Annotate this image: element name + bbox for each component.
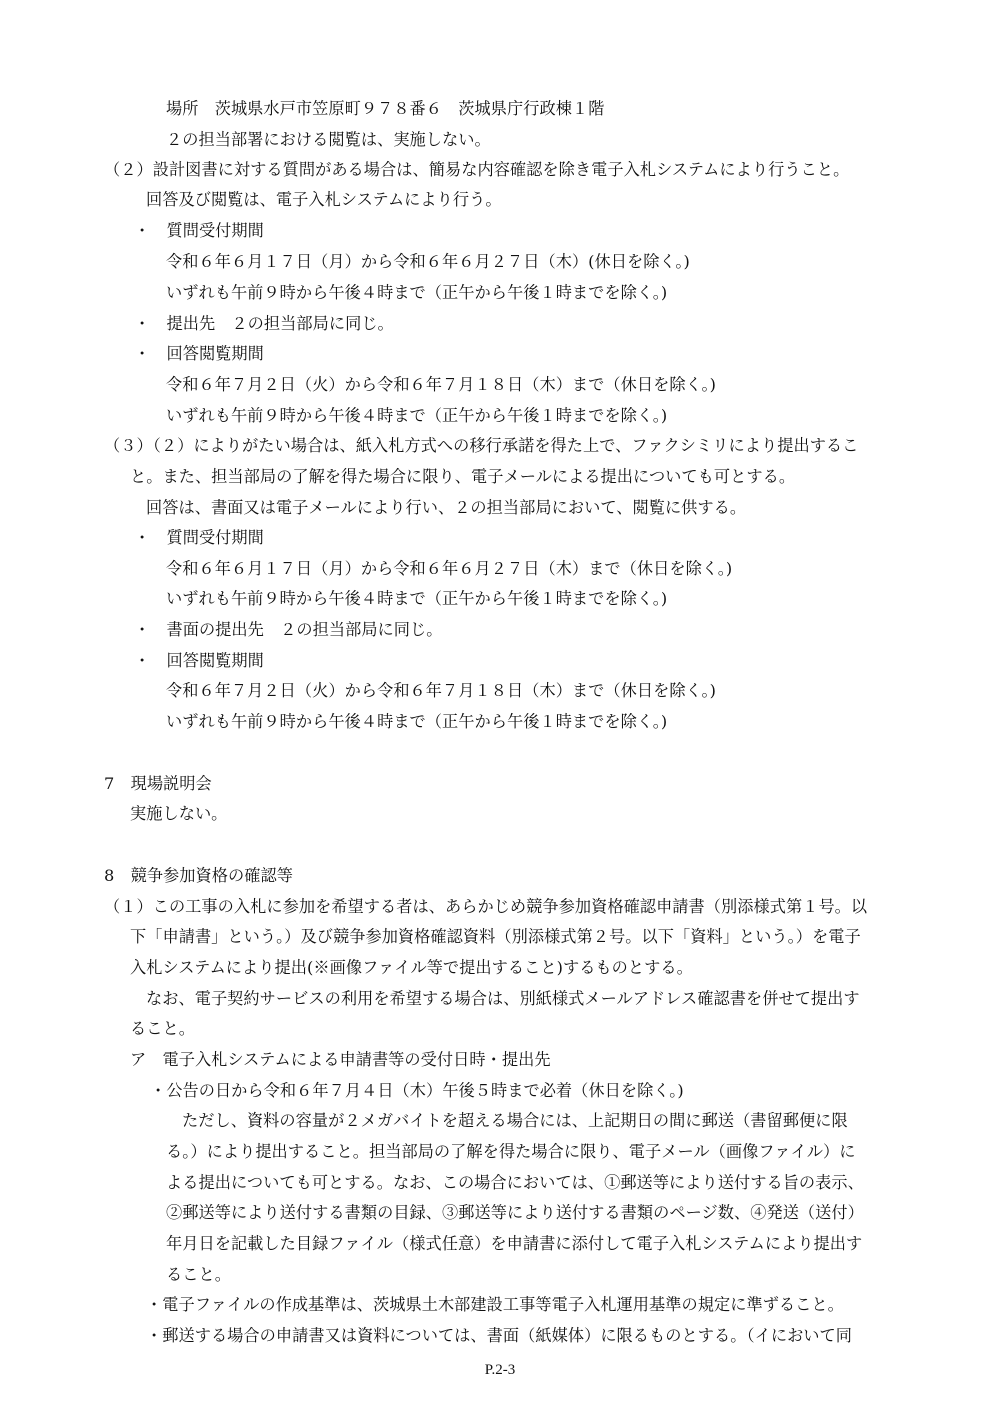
section-heading-7: 7 現場説明会 — [104, 774, 212, 793]
text-line-hours: いずれも午前９時から午後４時まで（正午から午後１時までを除く。) — [166, 589, 668, 608]
text-line-not-held: 実施しない。 — [130, 804, 228, 823]
text-line-e-contract-cont: ること。 — [130, 1019, 195, 1038]
text-line-answer-viewing: 回答及び閲覧は、電子入札システムにより行う。 — [146, 190, 502, 209]
text-line-question-dates: 令和６年６月１７日（月）から令和６年６月２７日（木）(休日を除く。) — [166, 252, 690, 271]
bullet-file-standard: ・電子ファイルの作成基準は、茨城県土木部建設工事等電子入札運用基準の規定に準ずること。 — [146, 1295, 844, 1314]
text-line-mail-note-cont: る。）により提出すること。担当部局の了解を得た場合に限り、電子メール（画像ファイル）に — [166, 1142, 856, 1161]
text-line-mail-note-cont: よる提出についても可とする。なお、この場合においては、①郵送等により送付する旨の表示、 — [166, 1173, 864, 1192]
text-line-no-viewing: ２の担当部署における閲覧は、実施しない。 — [166, 130, 491, 149]
text-line-section-2-questions: （２）設計図書に対する質問がある場合は、簡易な内容確認を除き電子入札システムにより行うこと。 — [104, 160, 850, 179]
bullet-submission-destination: ・ 提出先 ２の担当部局に同じ。 — [134, 314, 394, 333]
text-line-mail-note-cont: 年月日を記載した目録ファイル（様式任意）を申請書に添付して電子入札システムにより提出す — [166, 1234, 863, 1253]
bullet-document-destination: ・ 書面の提出先 ２の担当部局に同じ。 — [134, 620, 443, 639]
section-heading-8: 8 競争参加資格の確認等 — [104, 866, 293, 885]
subheading-a: ア 電子入札システムによる申請書等の受付日時・提出先 — [130, 1050, 551, 1069]
text-line-8-1-cont: 下「申請書」という。）及び競争参加資格確認資料（別添様式第２号。以下「資料」という。）を電子 — [130, 927, 861, 946]
text-line-location: 場所 茨城県水戸市笠原町９７８番６ 茨城県庁行政棟１階 — [166, 99, 605, 118]
text-line-mail-note: ただし、資料の容量が２メガバイトを超える場合には、上記期日の間に郵送（書留郵便に限 — [182, 1111, 848, 1130]
bullet-deadline: ・公告の日から令和６年７月４日（木）午後５時まで必着（休日を除く。) — [150, 1081, 684, 1100]
text-line-mail-note-cont: ること。 — [166, 1265, 231, 1284]
text-line-answer-method: 回答は、書面又は電子メールにより行い、２の担当部局において、閲覧に供する。 — [146, 498, 747, 517]
bullet-answer-viewing-period: ・ 回答閲覧期間 — [134, 651, 264, 670]
bullet-question-period: ・ 質問受付期間 — [134, 528, 264, 547]
text-line-8-1: （１）この工事の入札に参加を希望する者は、あらかじめ競争参加資格確認申請書（別添様式第１号。以 — [104, 897, 868, 916]
bullet-question-period: ・ 質問受付期間 — [134, 221, 264, 240]
text-line-hours: いずれも午前９時から午後４時まで（正午から午後１時までを除く。) — [166, 283, 668, 302]
text-line-question-dates: 令和６年６月１７日（月）から令和６年６月２７日（木）まで（休日を除く。) — [166, 559, 733, 578]
text-line-viewing-dates: 令和６年７月２日（火）から令和６年７月１８日（木）まで（休日を除く。) — [166, 375, 717, 394]
text-line-e-contract: なお、電子契約サービスの利用を希望する場合は、別紙様式メールアドレス確認書を併せて提出す — [146, 989, 860, 1008]
text-line-hours: いずれも午前９時から午後４時まで（正午から午後１時までを除く。) — [166, 406, 668, 425]
text-line-section-3-cont: と。また、担当部局の了解を得た場合に限り、電子メールによる提出についても可とする。 — [130, 467, 796, 486]
text-line-section-3: （３）（２）によりがたい場合は、紙入札方式への移行承諾を得た上で、ファクシミリにより提出するこ — [104, 436, 859, 455]
bullet-paper-media: ・郵送する場合の申請書又は資料については、書面（紙媒体）に限るものとする。（イにおいて同 — [146, 1326, 853, 1345]
bullet-answer-viewing-period: ・ 回答閲覧期間 — [134, 344, 264, 363]
text-line-8-1-cont: 入札システムにより提出(※画像ファイル等で提出すること)するものとする。 — [130, 958, 693, 977]
text-line-hours: いずれも午前９時から午後４時まで（正午から午後１時までを除く。) — [166, 712, 668, 731]
page-number: P.2-3 — [484, 1362, 516, 1378]
text-line-mail-note-cont: ②郵送等により送付する書類の目録、③郵送等により送付する書類のページ数、④発送（送付） — [166, 1203, 864, 1222]
text-line-viewing-dates: 令和６年７月２日（火）から令和６年７月１８日（木）まで（休日を除く。) — [166, 681, 717, 700]
